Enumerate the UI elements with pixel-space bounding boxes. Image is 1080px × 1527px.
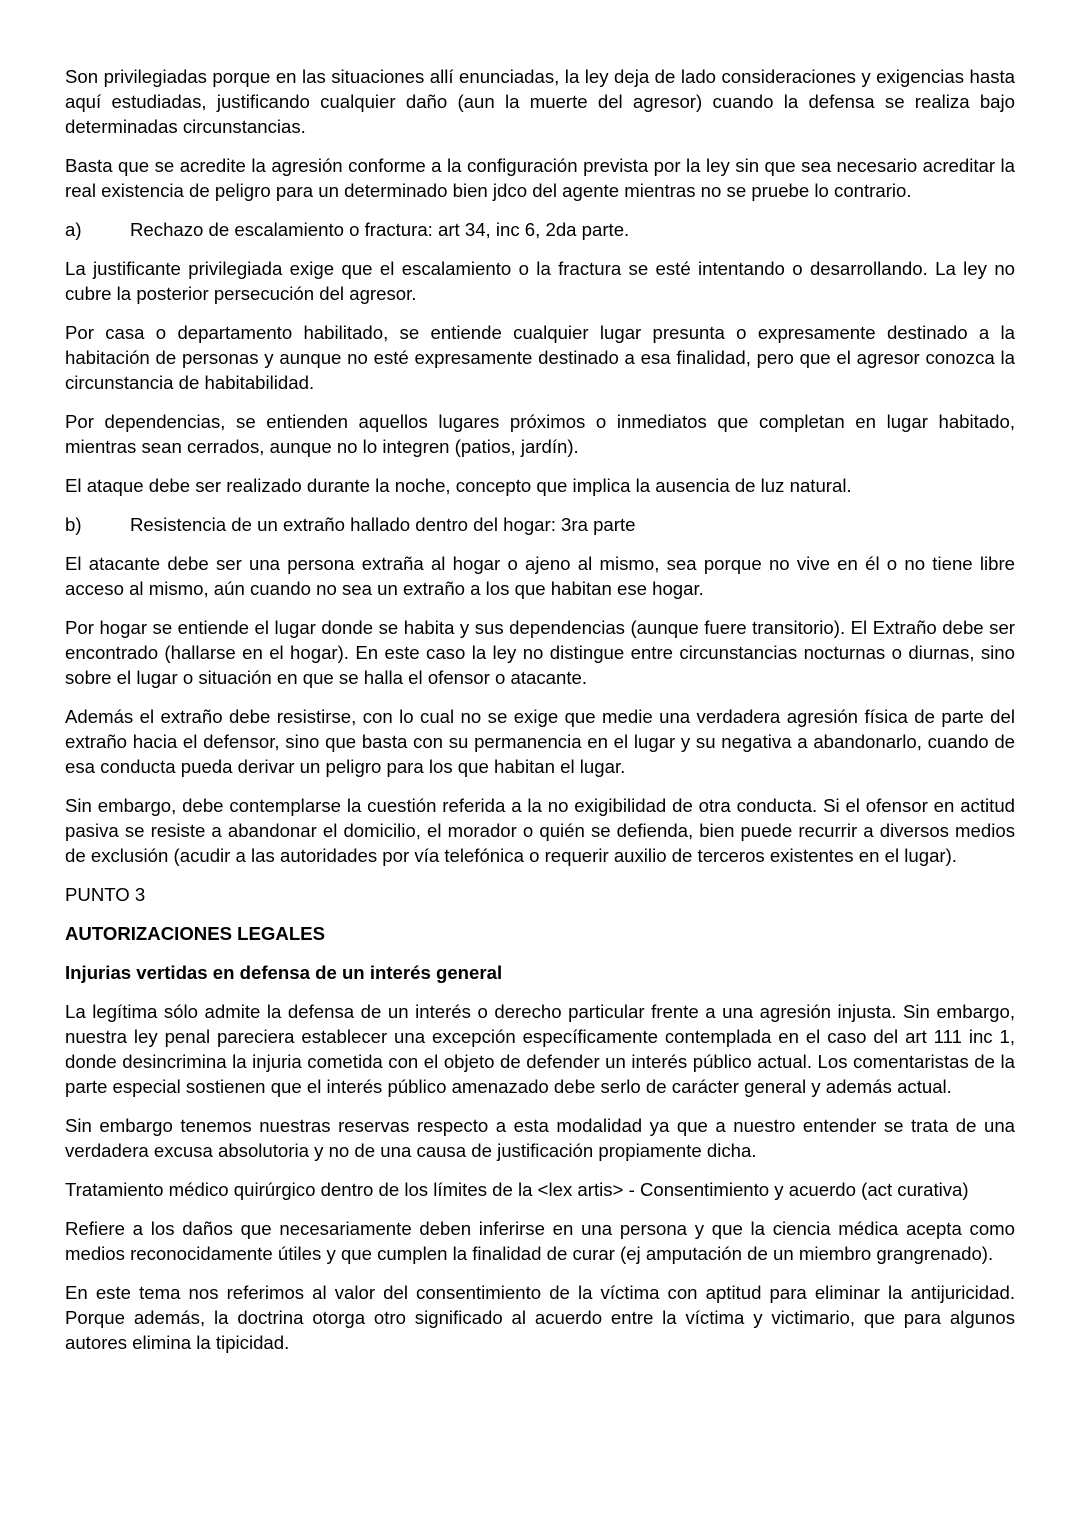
- document-page: [65, 64, 1015, 1369]
- subsection-heading: Injurias vertidas en defensa de un interés general: [65, 962, 503, 983]
- paragraph-basta: Basta que se acredite la agresión conforme a la configuración prevista por la ley sin que sea necesario acreditar la real existencia de peligro para un determinado bien jdco del agente mientras no se pruebe lo contrario.: [65, 155, 1015, 201]
- tratamiento-title: Tratamiento médico quirúrgico dentro de los límites de la <lex artis> - Consentimiento y acuerdo (act curativa): [65, 1179, 969, 1200]
- paragraph-consentimiento: En este tema nos referimos al valor del consentimiento de la víctima con aptitud para eliminar la antijuricidad. Porque además, la doctrina otorga otro significado al acuerdo entre la víctima y victimario, que para algunos autores elimina la tipicidad.: [65, 1282, 1015, 1353]
- paragraph-privilegiadas: Son privilegiadas porque en las situaciones allí enunciadas, la ley deja de lado consideraciones y exigencias hasta aquí estudiadas, justificando cualquier daño (aun la muerte del agresor) cuando la defensa se realiza bajo determinadas circunstancias.: [65, 66, 1015, 137]
- list-marker-a: a): [65, 219, 82, 240]
- paragraph-ataque-noche: El ataque debe ser realizado durante la noche, concepto que implica la ausencia de luz natural.: [65, 475, 852, 496]
- paragraph-hogar: Por hogar se entiende el lugar donde se habita y sus dependencias (aunque fuere transitorio). El Extraño debe ser encontrado (hallarse en el hogar). En este caso la ley no distingue entre circunstancias nocturnas o diurnas, sino sobre el lugar o situación en que se halla el ofensor o atacante.: [65, 617, 1015, 688]
- paragraph-reservas: Sin embargo tenemos nuestras reservas respecto a esta modalidad ya que a nuestro entender se trata de una verdadera excusa absolutoria y no de una causa de justificación propiamente dicha.: [65, 1115, 1015, 1161]
- paragraph-sin-embargo: Sin embargo, debe contemplarse la cuestión referida a la no exigibilidad de otra conducta. Si el ofensor en actitud pasiva se resiste a abandonar el domicilio, el morador o quién se defienda, bien puede recurrir a diversos medios de exclusión (acudir a las autoridades por vía telefónica o requerir auxilio de terceros existentes en el lugar).: [65, 795, 1015, 866]
- paragraph-casa: Por casa o departamento habilitado, se entiende cualquier lugar presunta o expresamente destinado a la habitación de personas y aunque no esté expresamente destinado a esa finalidad, pero que el agresor conozca la circunstancia de habitabilidad.: [65, 322, 1015, 393]
- paragraph-atacante: El atacante debe ser una persona extraña al hogar o ajeno al mismo, sea porque no vive en él o no tiene libre acceso al mismo, aún cuando no sea un extraño a los que habitan ese hogar.: [65, 553, 1015, 599]
- list-item-a-text: Rechazo de escalamiento o fractura: art 34, inc 6, 2da parte.: [130, 219, 630, 240]
- paragraph-justificante: La justificante privilegiada exige que el escalamiento o la fractura se esté intentando o desarrollando. La ley no cubre la posterior persecución del agresor.: [65, 258, 1015, 304]
- paragraph-resistirse: Además el extraño debe resistirse, con lo cual no se exige que medie una verdadera agresión física de parte del extraño hacia el defensor, sino que basta con su permanencia en el lugar y su negativa a abandonarlo, cuando de esa conducta pueda derivar un peligro para los que habitan el lugar.: [65, 706, 1015, 777]
- list-item-a: [65, 217, 1015, 242]
- punto-label: PUNTO 3: [65, 884, 146, 905]
- list-marker-b: b): [65, 514, 82, 535]
- paragraph-legitima: La legítima sólo admite la defensa de un interés o derecho particular frente a una agresión injusta. Sin embargo, nuestra ley penal pareciera establecer una excepción específicamente contemplada en el caso del art 111 inc 1, donde desincrimina la injuria cometida con el objeto de defender un interés público actual. Los comentaristas de la parte especial sostienen que el interés público amenazado debe serlo de carácter general y además actual.: [65, 1001, 1015, 1097]
- paragraph-refiere: Refiere a los daños que necesariamente deben inferirse en una persona y que la ciencia médica acepta como medios reconocidamente útiles y que cumplen la finalidad de curar (ej amputación de un miembro grangrenado).: [65, 1218, 1015, 1264]
- section-heading: AUTORIZACIONES LEGALES: [65, 923, 325, 944]
- paragraph-dependencias: Por dependencias, se entienden aquellos lugares próximos o inmediatos que completan en lugar habitado, mientras sean cerrados, aunque no lo integren (patios, jardín).: [65, 411, 1015, 457]
- list-item-b: [65, 512, 1015, 537]
- list-item-b-text: Resistencia de un extraño hallado dentro del hogar: 3ra parte: [130, 514, 636, 535]
